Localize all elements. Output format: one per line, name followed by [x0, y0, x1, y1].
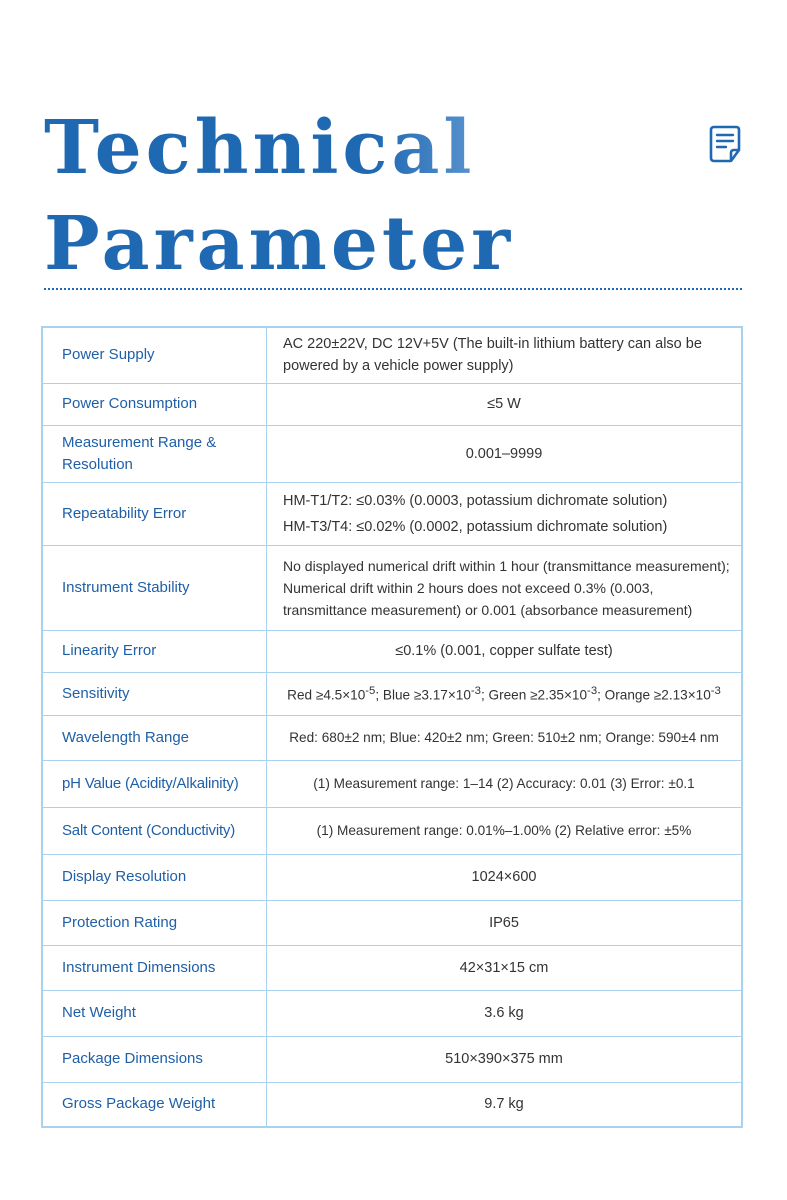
table-row	[42, 900, 742, 945]
spec-label: Display Resolution	[42, 854, 267, 900]
spec-label: Protection Rating	[42, 900, 267, 945]
document-icon	[708, 124, 744, 164]
table-row	[42, 854, 742, 900]
dotted-divider	[44, 288, 742, 290]
spec-label: Linearity Error	[42, 630, 267, 672]
spec-label: Measurement Range & Resolution	[42, 425, 267, 482]
spec-value: (1) Measurement range: 0.01%–1.00% (2) Relative error: ±5%	[267, 807, 743, 854]
spec-value: AC 220±22V, DC 12V+5V (The built-in lithium battery can also be powered by a vehicle power supply)	[267, 327, 743, 383]
table-row	[42, 807, 742, 854]
spec-label: Salt Content (Conductivity)	[42, 807, 267, 854]
spec-value: (1) Measurement range: 1–14 (2) Accuracy: 0.01 (3) Error: ±0.1	[267, 760, 743, 807]
table-row	[42, 482, 742, 545]
spec-value: IP65	[267, 900, 743, 945]
table-row	[42, 990, 742, 1036]
table-row	[42, 327, 742, 383]
spec-label: Instrument Dimensions	[42, 945, 267, 990]
table-row	[42, 1036, 742, 1082]
table-row	[42, 545, 742, 630]
spec-value: 9.7 kg	[267, 1082, 743, 1127]
spec-label: Power Supply	[42, 327, 267, 383]
table-row	[42, 630, 742, 672]
spec-value: Red: 680±2 nm; Blue: 420±2 nm; Green: 510±2 nm; Orange: 590±4 nm	[267, 715, 743, 760]
spec-value: No displayed numerical drift within 1 hour (transmittance measurement); Numerical drift within 2 hours does not exceed 0.3% (0.003, transmittance measurement) or 0.001 (absorbance measurement)	[267, 545, 743, 630]
spec-label: Repeatability Error	[42, 482, 267, 545]
spec-label: Gross Package Weight	[42, 1082, 267, 1127]
spec-value: 510×390×375 mm	[267, 1036, 743, 1082]
spec-label: Power Consumption	[42, 383, 267, 425]
table-row	[42, 715, 742, 760]
spec-value: 42×31×15 cm	[267, 945, 743, 990]
spec-table	[41, 326, 743, 1128]
table-row	[42, 760, 742, 807]
title-line-1: Technical	[44, 100, 514, 196]
table-row	[42, 425, 742, 482]
spec-value: 3.6 kg	[267, 990, 743, 1036]
spec-value: 0.001–9999	[267, 425, 743, 482]
spec-value: ≤0.1% (0.001, copper sulfate test)	[267, 630, 743, 672]
spec-label: Instrument Stability	[42, 545, 267, 630]
spec-value: HM-T1/T2: ≤0.03% (0.0003, potassium dichromate solution) HM-T3/T4: ≤0.02% (0.0002, potassium dichromate solution)	[267, 482, 743, 545]
spec-value: ≤5 W	[267, 383, 743, 425]
table-row	[42, 383, 742, 425]
table-row	[42, 945, 742, 990]
spec-value: 1024×600	[267, 854, 743, 900]
table-row	[42, 672, 742, 715]
spec-label: pH Value (Acidity/Alkalinity)	[42, 760, 267, 807]
spec-value: Red $\ge 4.5\times 10^{-5}$; Blue $\ge 3.17\times 10^{-3}$; Green $\ge 2.35\times 10^{-3}$; Orange $\ge 2.13\times 10^{-3}$	[267, 672, 743, 715]
spec-label: Net Weight	[42, 990, 267, 1036]
title-line-2: Parameter	[44, 201, 515, 287]
spec-label: Wavelength Range	[42, 715, 267, 760]
table-row	[42, 1082, 742, 1127]
spec-label: Sensitivity	[42, 672, 267, 715]
spec-label: Package Dimensions	[42, 1036, 267, 1082]
page-title	[44, 100, 514, 292]
